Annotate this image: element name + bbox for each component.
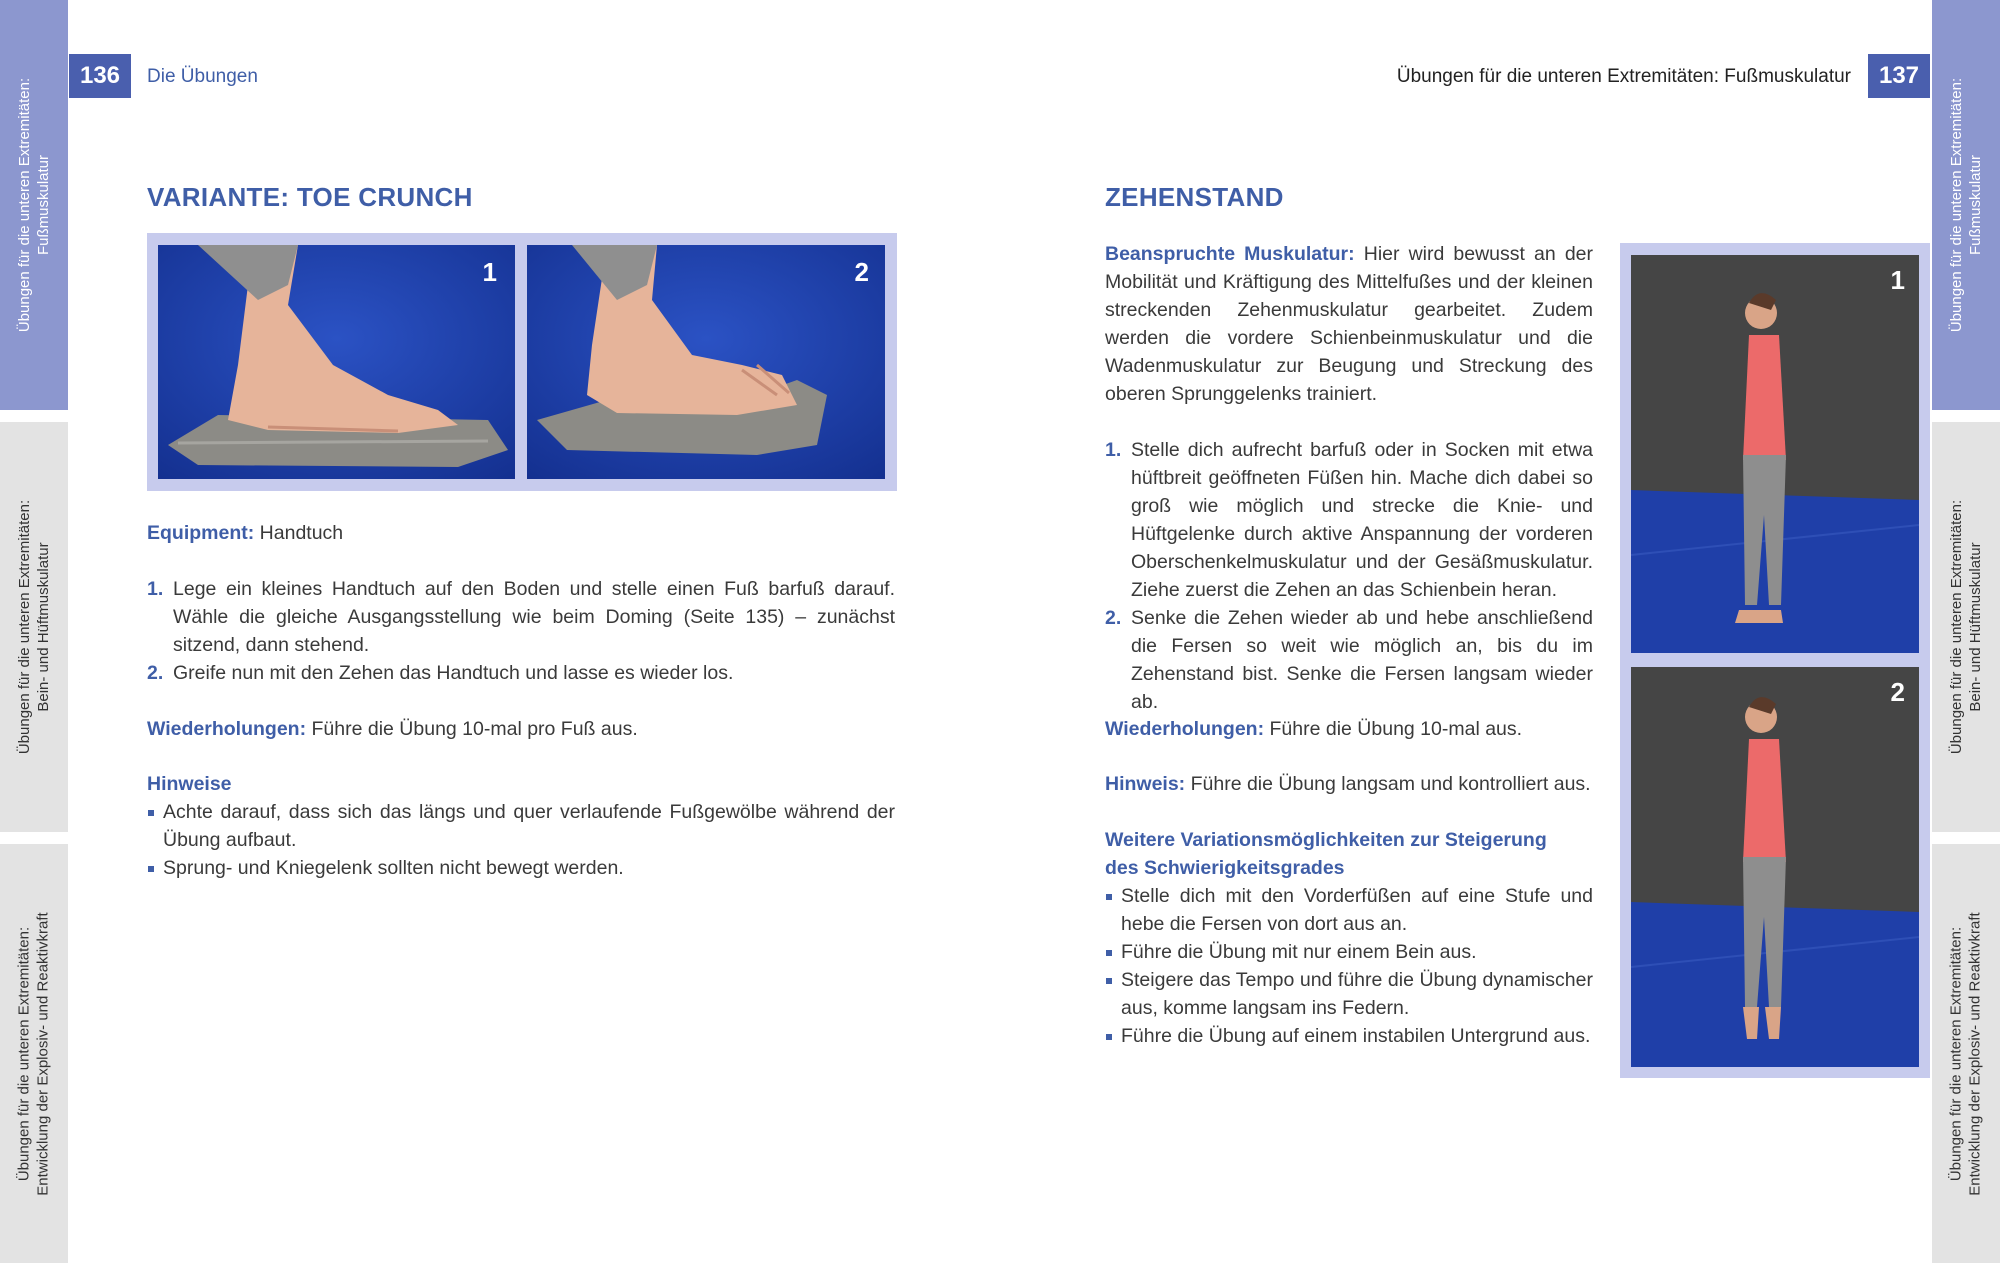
list-item: Stelle dich mit den Vorderfüßen auf eine Stufe und hebe die Fersen von dort aus an. (1105, 882, 1593, 938)
side-tab-line1: Übungen für die unteren Extremitäten: (1948, 77, 1966, 333)
step-text: Greife nun mit den Zehen das Handtuch und lasse es wieder los. (173, 662, 734, 684)
list-item (1105, 604, 1593, 716)
page-number-right: 137 (1868, 54, 1930, 98)
list-item: Steigere das Tempo und führe die Übung dynamischer aus, komme langsam ins Federn. (1105, 966, 1593, 1022)
side-tab-line2: Fußmuskulatur (1967, 154, 1985, 256)
side-tab-explosive-left[interactable] (0, 844, 68, 1263)
variations-heading: Weitere Variationsmöglichkeiten zur Steigerung des Schwierigkeitsgrades (1105, 829, 1547, 879)
hint-label: Hinweis: (1105, 773, 1186, 795)
step-number: 1. (147, 578, 164, 600)
equipment-line (147, 519, 897, 547)
muscles-paragraph (1105, 240, 1593, 408)
hints-heading: Hinweise (147, 773, 232, 795)
photo-zehenstand-step1 (1631, 255, 1919, 653)
side-tab-line1: Übungen für die unteren Extremitäten: (16, 499, 34, 755)
step-text: Lege ein kleines Handtuch auf den Boden und stelle einen Fuß barfuß darauf. Wähle die gleiche Ausgangsstellung wie beim Doming (Seite 135) – zunächst sitzend, dann stehend. (173, 578, 895, 656)
side-tab-foot-left[interactable] (0, 0, 68, 410)
side-tab-foot-right[interactable] (1932, 0, 2000, 410)
list-item (147, 659, 895, 687)
foot-flat-on-towel-image (158, 245, 515, 479)
side-tab-line2: Bein- und Hüftmuskulatur (35, 542, 53, 712)
step-text: Senke die Zehen wieder ab und hebe anschließend die Fersen so weit wie möglich an, bis du im Zehenstand bist. Senke die Fersen langsam wieder ab. (1131, 607, 1593, 713)
running-head-right: Übungen für die unteren Extremitäten: Fußmuskulatur (1396, 66, 1851, 87)
list-item: Führe die Übung auf einem instabilen Untergrund aus. (1105, 1022, 1593, 1050)
exercise-title-zehenstand: ZEHENSTAND (1105, 182, 1284, 212)
side-tab-line1: Übungen für die unteren Extremitäten: (16, 926, 33, 1181)
list-item: Führe die Übung mit nur einem Bein aus. (1105, 938, 1593, 966)
side-tab-line2: Bein- und Hüftmuskulatur (1967, 542, 1985, 712)
hint-text: Führe die Übung langsam und kontrolliert aus. (1190, 773, 1591, 795)
woman-on-tiptoes-image (1631, 667, 1919, 1067)
photo-number-2: 2 (1890, 677, 1905, 707)
repetitions-line-right (1105, 715, 1593, 743)
muscles-text: Hier wird bewusst an der Mobilität und Kräftigung des Mittelfußes und der kleinen streckenden Zehenmuskulatur gearbeitet. Zudem werden die vordere Schienbeinmuskulatur und die Wadenmuskulatur zur Beugung und Streckung des oberen Sprunggelenks trainiert. (1105, 243, 1593, 405)
side-tab-line2: Entwicklung der Explosiv- und Reaktivkraft (1967, 911, 1984, 1196)
side-tab-leg-left[interactable] (0, 422, 68, 832)
side-tab-line2: Fußmuskulatur (35, 154, 53, 256)
page-number-left: 136 (69, 54, 131, 98)
photo-zehenstand-step2 (1631, 667, 1919, 1067)
hints-list (147, 798, 895, 882)
repetitions-line-left (147, 715, 897, 743)
photo-number-1: 1 (1890, 265, 1905, 295)
toe-crunch-steps (147, 575, 895, 687)
repetitions-value: Führe die Übung 10-mal aus. (1269, 718, 1523, 740)
muscles-label: Beanspruchte Muskulatur: (1105, 243, 1355, 265)
step-number: 2. (1105, 607, 1122, 629)
side-tab-line2: Entwicklung der Explosiv- und Reaktivkraft (35, 911, 52, 1196)
running-head-left: Die Übungen (147, 66, 258, 87)
exercise-title-toe-crunch: VARIANTE: TOE CRUNCH (147, 182, 473, 212)
toes-gripping-towel-image (527, 245, 885, 479)
side-tab-explosive-right[interactable] (1932, 844, 2000, 1263)
step-number: 2. (147, 662, 164, 684)
hint-line (1105, 770, 1593, 798)
variations-list (1105, 882, 1593, 1050)
side-tab-line1: Übungen für die unteren Extremitäten: (16, 77, 34, 333)
side-tab-line1: Übungen für die unteren Extremitäten: (1948, 499, 1966, 755)
equipment-value: Handtuch (259, 522, 344, 544)
equipment-label: Equipment: (147, 522, 255, 544)
photo-toe-crunch-step2 (527, 245, 885, 479)
zehenstand-steps (1105, 436, 1593, 716)
photo-frame-toe-crunch (147, 233, 897, 491)
woman-standing-flat-image (1631, 255, 1919, 653)
repetitions-value: Führe die Übung 10-mal pro Fuß aus. (311, 718, 638, 740)
photo-number-2: 2 (854, 257, 869, 287)
photo-toe-crunch-step1 (158, 245, 515, 479)
step-number: 1. (1105, 439, 1122, 461)
side-tab-line1: Übungen für die unteren Extremitäten: (1948, 926, 1965, 1181)
list-item: Sprung- und Kniegelenk sollten nicht bewegt werden. (147, 854, 895, 882)
list-item (1105, 436, 1593, 604)
list-item: Achte darauf, dass sich das längs und quer verlaufende Fußgewölbe während der Übung aufbaut. (147, 798, 895, 854)
photo-number-1: 1 (482, 257, 497, 287)
photo-frame-zehenstand (1620, 243, 1930, 1078)
side-tab-leg-right[interactable] (1932, 422, 2000, 832)
list-item (147, 575, 895, 659)
step-text: Stelle dich aufrecht barfuß oder in Socken mit etwa hüftbreit geöffneten Füßen hin. Mache dich dabei so groß wie möglich und strecke die Knie- und Hüftgelenke durch aktive Anspannung der vorderen Oberschenkelmuskulatur und der Gesäßmuskulatur. Ziehe zuerst die Zehen an das Schienbein heran. (1131, 439, 1593, 601)
repetitions-label: Wiederholungen: (147, 718, 307, 740)
repetitions-label: Wiederholungen: (1105, 718, 1265, 740)
